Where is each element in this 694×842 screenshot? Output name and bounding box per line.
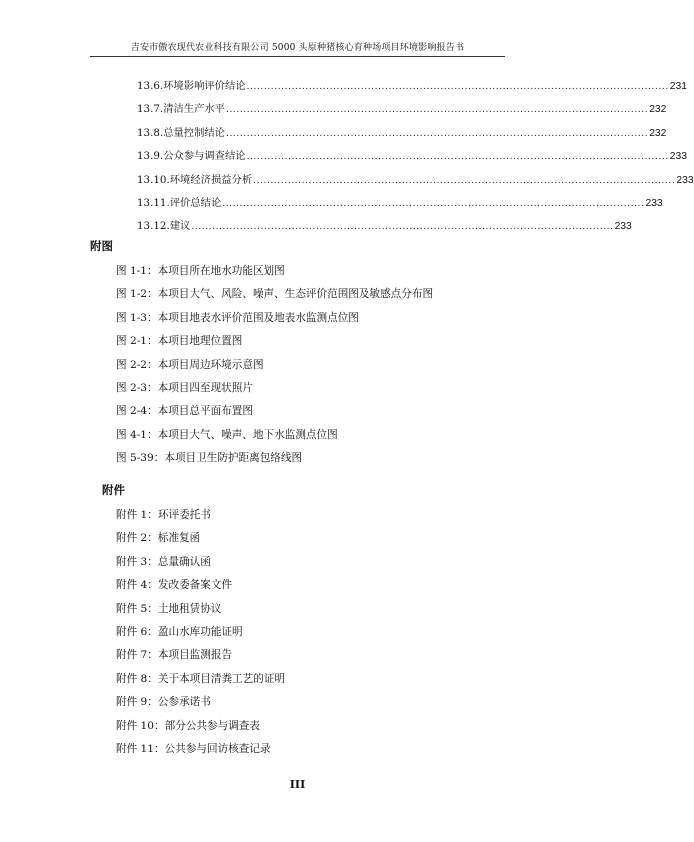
attachment-item: 附件 2：标准复函 xyxy=(116,532,201,545)
figure-item: 图 1-3：本项目地表水评价范围及地表水监测点位图 xyxy=(116,311,359,324)
figures-heading: 附图 xyxy=(90,239,113,253)
figure-item: 图 4-1：本项目大气、噪声、地下水监测点位图 xyxy=(116,428,338,441)
toc-entry-page: 233 xyxy=(614,221,632,233)
figure-item: 图 2-4：本项目总平面布置图 xyxy=(116,405,253,418)
attachment-item: 附件 8：关于本项目清粪工艺的证明 xyxy=(116,672,286,685)
attachment-item: 附件 3：总量确认函 xyxy=(116,555,211,568)
toc-entry[interactable] xyxy=(137,77,687,100)
attachment-item: 附件 1：环评委托书 xyxy=(116,509,211,521)
toc-entry[interactable] xyxy=(137,100,667,123)
toc-entry-title: 13.12.建议 xyxy=(137,220,191,233)
figure-item: 图 5-39：本项目卫生防护距离包络线图 xyxy=(116,452,303,465)
figures-list xyxy=(116,263,433,474)
attachment-item: 附件 4：发改委备案文件 xyxy=(116,579,233,592)
toc-entry-title: 13.6.环境影响评价结论 xyxy=(137,80,246,92)
toc-entry-title: 13.9.公众参与调查结论 xyxy=(137,150,246,163)
toc-leader-dots: .......................................................................................................................... xyxy=(225,104,649,116)
toc-entry-page: 232 xyxy=(649,104,667,116)
toc-entry[interactable] xyxy=(137,217,632,240)
toc-entry-page: 233 xyxy=(645,197,663,209)
toc-leader-dots: .......................................................................................................................... xyxy=(191,221,614,233)
toc-entry[interactable] xyxy=(137,124,667,147)
figure-item: 图 2-2：本项目周边环境示意图 xyxy=(116,358,264,371)
attachment-item: 附件 7：本项目监测报告 xyxy=(116,649,233,662)
toc-leader-dots: .......................................................................................................................... xyxy=(246,81,669,92)
attachment-item: 附件 10：部分公共参与调查表 xyxy=(116,719,260,732)
table-of-contents xyxy=(137,77,694,241)
figure-item: 图 2-1：本项目地理位置图 xyxy=(116,335,243,348)
toc-entry[interactable] xyxy=(137,171,694,194)
toc-leader-dots: .......................................................................................................................... xyxy=(253,174,676,186)
figure-item: 图 2-3：本项目四至现状照片 xyxy=(116,381,253,394)
attachment-item: 附件 9：公参承诺书 xyxy=(116,696,211,709)
toc-entry-title: 13.8.总量控制结论 xyxy=(137,126,225,139)
attachments-list xyxy=(116,507,285,764)
toc-entry-page: 232 xyxy=(649,127,667,139)
page-header: 吉安市傲农现代农业科技有限公司 5000 头原种猪核心育种场项目环境影响报告书 xyxy=(90,40,505,57)
toc-entry-title: 13.11.评价总结论 xyxy=(137,196,222,209)
attachment-item: 附件 11：公共参与回访核查记录 xyxy=(116,742,271,755)
toc-leader-dots: .......................................................................................................................... xyxy=(246,151,669,163)
toc-leader-dots: .......................................................................................................................... xyxy=(225,127,649,139)
toc-entry[interactable] xyxy=(137,147,687,170)
toc-entry-title: 13.10.环境经济损益分析 xyxy=(137,173,253,186)
toc-entry-page: 231 xyxy=(669,81,687,92)
page-number: III xyxy=(289,778,306,791)
attachments-heading: 附件 xyxy=(102,483,125,497)
toc-entry-page: 233 xyxy=(669,151,687,163)
attachment-item: 附件 6：盈山水库功能证明 xyxy=(116,625,243,638)
figure-item: 图 1-2：本项目大气、风险、噪声、生态评价范围图及敏感点分布图 xyxy=(116,288,434,301)
attachment-item: 附件 5：土地租赁协议 xyxy=(116,602,222,615)
toc-entry-title: 13.7.清洁生产水平 xyxy=(137,103,225,116)
toc-leader-dots: .......................................................................................................................... xyxy=(222,197,645,209)
toc-entry[interactable] xyxy=(137,194,663,217)
toc-entry-page: 233 xyxy=(676,174,694,186)
figure-item: 图 1-1：本项目所在地水功能区划图 xyxy=(116,265,285,277)
